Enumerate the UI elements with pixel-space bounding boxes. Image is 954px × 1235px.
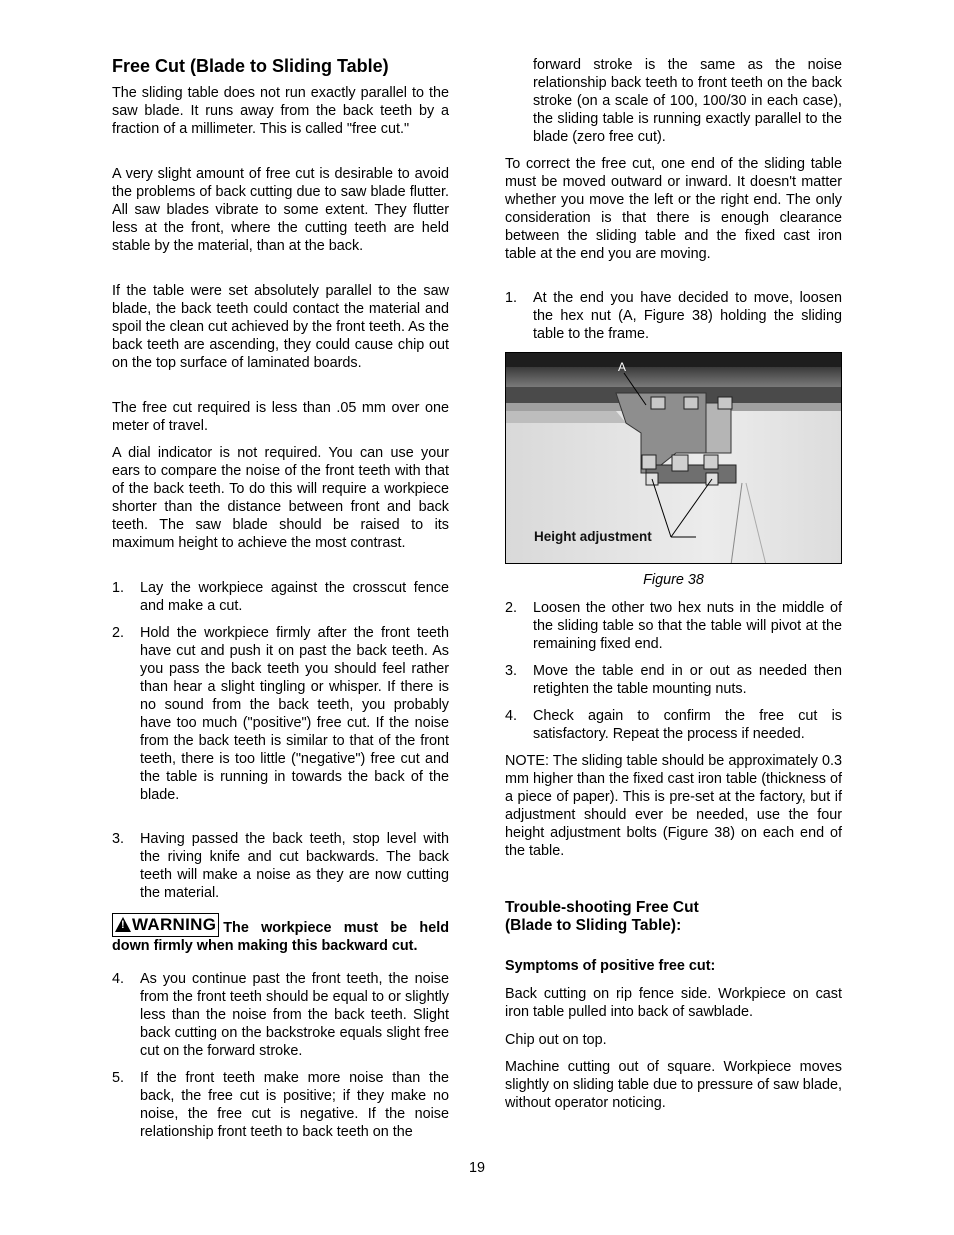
list-text: Having passed the back teeth, stop level with the riving knife and cut backwards. The back teeth will make a noise as they are now cutting the material. xyxy=(140,831,449,901)
list-text: Check again to confirm the free cut is satisfactory. Repeat the process if needed. xyxy=(533,708,842,742)
warning-block xyxy=(112,913,449,955)
list-item xyxy=(505,662,842,698)
list-item xyxy=(112,579,449,615)
list-text: Move the table end in or out as needed then retighten the table mounting nuts. xyxy=(533,663,842,697)
list-number: 3. xyxy=(112,831,125,847)
list-number: 1. xyxy=(112,580,125,596)
list-text: At the end you have decided to move, loosen the hex nut (A, Figure 38) holding the sliding table to the frame. xyxy=(533,290,842,342)
list-item xyxy=(112,624,449,804)
list-text: Loosen the other two hex nuts in the middle of the sliding table so that the table will pivot at the remaining fixed end. xyxy=(533,600,842,652)
list-item xyxy=(505,707,842,743)
warning-text: The workpiece must be held down firmly when making this backward cut. xyxy=(112,920,449,954)
page-number: 19 xyxy=(468,1160,485,1176)
list-number: 2. xyxy=(505,600,518,616)
note-paragraph: NOTE: The sliding table should be approximately 0.3 mm higher than the fixed cast iron table (thickness of a piece of paper). This is pre-set at the factory, but if adjustment should ever be needed, use the four height adjustment bolts (Figure 38) on each end of the table. xyxy=(505,753,842,859)
trouble-heading xyxy=(505,899,842,935)
intro-paragraph: The sliding table does not run exactly parallel to the saw blade. It runs away from the back teeth by a fraction of a millimeter. This is called "free cut." xyxy=(112,85,449,137)
dial-indicator-paragraph: A dial indicator is not required. You can use your ears to compare the noise of the front teeth with that of the back teeth. To do this will require a workpiece shorter than the distance between front and back teeth. The saw blade should be raised to its maximum height to achieve the most contrast. xyxy=(112,445,449,551)
list-text: Hold the workpiece firmly after the front teeth have cut and push it on past the back teeth. As you pass the back teeth you should feel rather than hear a slight tingling or whisper. If there is no sound from the back teeth, you probably have too much ("positive") free cut. If the noise from the back teeth is similar to that of the front teeth, there is too little ("negative") free cut and the table is running in towards the back of the blade. xyxy=(140,625,449,803)
list-number: 4. xyxy=(505,708,518,724)
list-item xyxy=(505,289,842,343)
list-number: 1. xyxy=(505,290,518,306)
symptom-paragraph: Back cutting on rip fence side. Workpiece on cast iron table pulled into back of sawblade. xyxy=(505,986,842,1020)
warning-label: WARNING xyxy=(132,915,217,934)
symptoms-title: Symptoms of positive free cut: xyxy=(505,958,716,974)
figure-label-height-adjustment: Height adjustment xyxy=(534,529,652,544)
tolerance-paragraph: The free cut required is less than .05 mm over one meter of travel. xyxy=(112,400,449,434)
parallel-paragraph: If the table were set absolutely parallel to the saw blade, the back teeth could contact the material and spoil the clean cut achieved by the front teeth. As the back teeth are ascending, they could cause chip out on the top surface of laminated boards. xyxy=(112,283,449,371)
figure-caption: Figure 38 xyxy=(643,572,704,588)
list-item xyxy=(112,970,449,1060)
warning-badge xyxy=(112,913,219,937)
warning-triangle-icon xyxy=(115,917,131,932)
list-text: If the front teeth make more noise than the back, the free cut is positive; if they make no noise, the free cut is negative. If the noise relationship front teeth to back teeth on the xyxy=(140,1070,449,1140)
trouble-title-line2: (Blade to Sliding Table): xyxy=(505,917,682,934)
figure-38-photo xyxy=(505,352,842,564)
list-number: 5. xyxy=(112,1070,125,1086)
trouble-title-line1: Trouble-shooting Free Cut xyxy=(505,899,699,916)
list-item xyxy=(505,599,842,653)
section-title: Free Cut (Blade to Sliding Table) xyxy=(112,56,389,76)
list-number: 3. xyxy=(505,663,518,679)
sliding-table-photo-illustration xyxy=(506,353,842,564)
continued-paragraph: forward stroke is the same as the noise relationship back teeth to front teeth on the back stroke (on a scale of 100, 100/30 in each case), the sliding table is running exactly parallel to the blade (zero free cut). xyxy=(533,57,842,145)
correction-paragraph: To correct the free cut, one end of the sliding table must be moved outward or inward. It doesn't matter whether you move the left or the right end. The only consideration is that there is enough clearance between the sliding table and the fixed cast iron table at the end you are moving. xyxy=(505,156,842,262)
list-number: 2. xyxy=(112,625,125,641)
figure-label-a: A xyxy=(618,360,627,374)
list-number: 4. xyxy=(112,971,125,987)
list-text: As you continue past the front teeth, the noise from the front teeth should be equal to or slightly less than the noise from the back teeth. Slight back cutting on the backstroke equals slight free cut on the forward stroke. xyxy=(140,971,449,1059)
list-item xyxy=(112,1069,449,1141)
list-text: Lay the workpiece against the crosscut fence and make a cut. xyxy=(140,580,449,614)
symptom-paragraph: Chip out on top. xyxy=(505,1032,607,1048)
symptom-paragraph: Machine cutting out of square. Workpiece moves slightly on sliding table due to pressure of saw blade, without operator noticing. xyxy=(505,1059,842,1111)
free-cut-paragraph: A very slight amount of free cut is desirable to avoid the problems of back cutting due to saw blade flutter. All saw blades vibrate to some extent. They flutter less at the front, where the cutting teeth are held stable by the material, than at the back. xyxy=(112,166,449,254)
list-item xyxy=(112,830,449,902)
